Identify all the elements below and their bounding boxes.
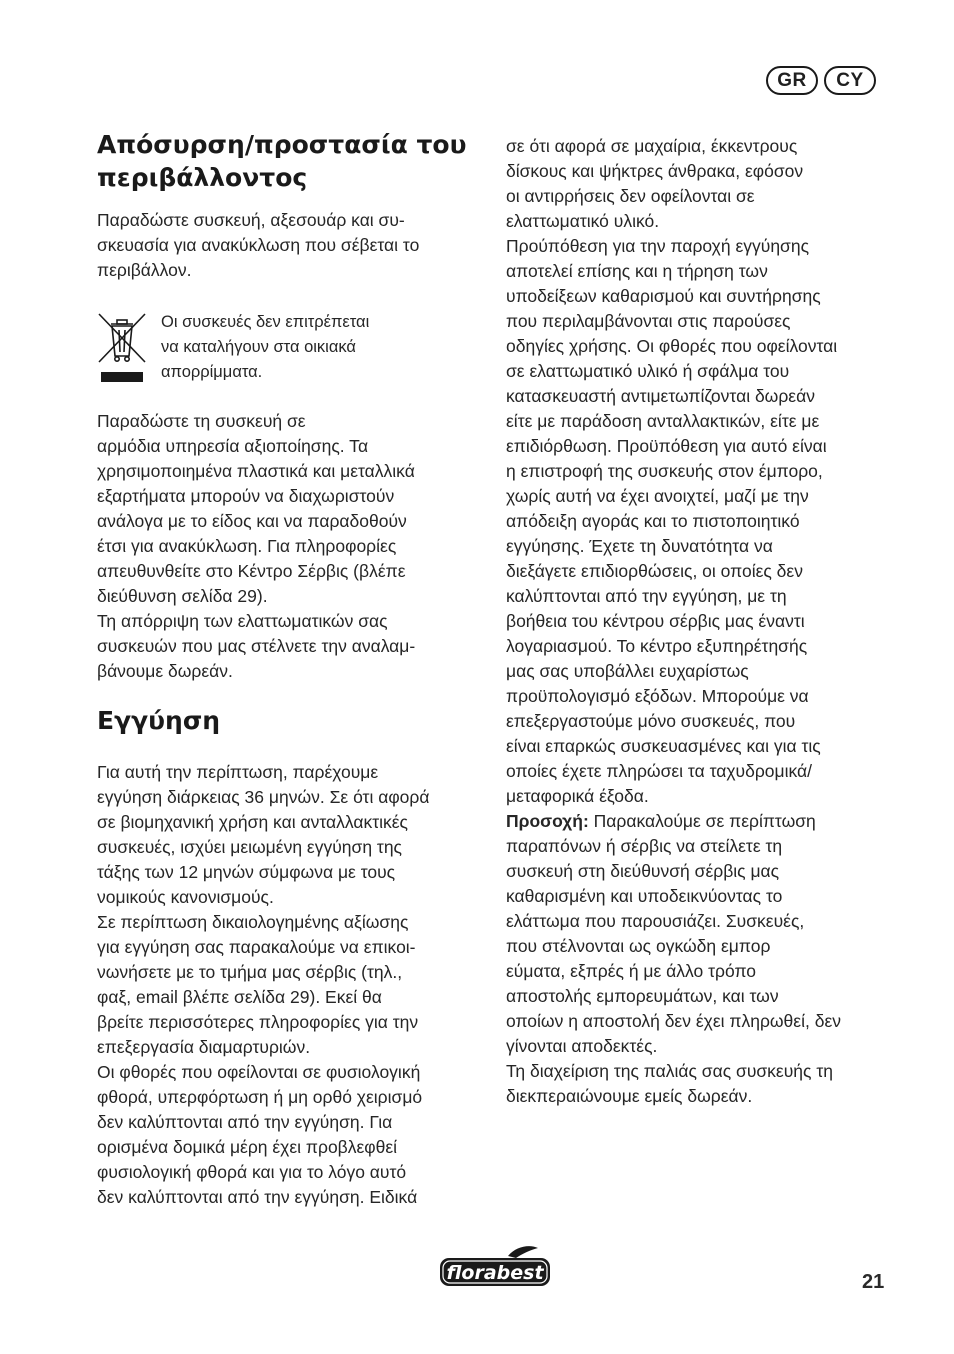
country-badge-gr: GR (766, 66, 818, 95)
attention-first-line: Παρακαλούμε σε περίπτωση (588, 811, 816, 831)
attention-line (506, 809, 896, 834)
logo-text: florabest (446, 1262, 544, 1284)
disposal-intro: Παραδώστε συσκευή, αξεσουάρ και συ- σκευασία για ανακύκλωση που σέβεται το περιβάλλον. (97, 210, 420, 280)
attention-body: παραπόνων ή σέρβις να στείλετε τη συσκευή στη διεύθυνσή σέρβις μας καθαρισμένη και υποδεικνύοντας το ελάττωμα που παρουσιάζει. Συσκευές, που στέλνονται ως ογκώδη εμπορ εύματα, εξπρές ή με άλλο τρόπο αποστολής εμπορευμάτων, και των οποίων η αποστολή δεν έχει πληρωθεί, δεν γίνονται αποδεκτές. Τη διαχείριση της παλιάς σας συσκευής τη διεκπεραιώνουμε εμείς δωρεάν. (506, 836, 841, 1106)
warranty-heading: Εγγύηση (97, 706, 221, 735)
crossed-out-bin-icon (97, 312, 147, 388)
page-number: 21 (862, 1271, 885, 1293)
attention-label: Προσοχή: (506, 811, 589, 831)
florabest-logo (438, 1244, 552, 1295)
country-badge-cy: CY (824, 66, 876, 95)
warranty-body: Για αυτή την περίπτωση, παρέχουμε εγγύηση διάρκειας 36 μηνών. Σε ότι αφορά σε βιομηχανική χρήση και ανταλλακτικές συσκευές, ισχύει μειωμένη εγγύηση της τάξης των 12 μηνών σύμφωνα με τους νομικούς κανονισμούς. Σε περίπτωση δικαιολογημένης αξίωσης για εγγύηση σας παρακαλούμε να επικοι- νωνήσετε με το τμήμα μας σέρβις (τηλ., φαξ, email βλέπε σελίδα 29). Εκεί θα βρείτε περισσότερες πληροφορίες για την επεξεργασία διαμαρτυριών. Οι φθορές που οφείλονται σε φυσιολογική φθορά, υπερφόρτωση ή μη ορθό χειρισμό δεν καλύπτονται από την εγγύηση. Για ορισμένα δομικά μέρη έχει προβλεφθεί φυσιολογική φθορά και για το λόγο αυτό δεν καλύπτονται από την εγγύηση. Ειδικά (97, 762, 430, 1207)
country-badges (766, 66, 876, 95)
disposal-body: Παραδώστε τη συσκευή σε αρμόδια υπηρεσία αξιοποίησης. Τα χρησιμοποιημένα πλαστικά και μεταλλικά εξαρτήματα μπορούν να διαχωριστούν ανάλογα με το είδος και να παραδοθούν έτσι για ανακύκλωση. Για πληροφορίες απευθυνθείτε στο Κέντρο Σέρβις (βλέπε διεύθυνση σελίδα 29). Τη απόρριψη των ελαττωματικών σας συσκευών που μας στέλνετε την αναλαμ- βάνουμε δωρεάν. (97, 411, 416, 681)
warranty-body-continued: σε ότι αφορά σε μαχαίρια, έκκεντρους δίσκους και ψήκτρες άνθρακα, εφόσον οι αντιρρήσεις δεν οφείλονται σε ελαττωματικό υλικό. Προύπόθεση για την παροχή εγγύησης αποτελεί επίσης και η τήρηση των υποδείξεων καθαρισμού και συντήρησης που περιλαμβάνονται στις παρούσες οδηγίες χρήσης. Οι φθορές που οφείλονται σε ελαττωματικό υλικό ή σφάλμα του κατασκευαστή αντιμετωπίζονται δωρεάν είτε με παράδοση ανταλλακτικών, είτε με επιδιόρθωση. Προϋπόθεση για αυτό είναι η επιστροφή της συσκευής στον έμπορο, χωρίς αυτή να έχει ανοιχτεί, μαζί με την απόδειξη αγοράς και το πιστοποιητικό εγγύησης. Έχετε τη δυνατότητα να διεξάγετε επιδιορθώσεις, οι οποίες δεν καλύπτονται από την εγγύηση, με τη βοήθεια του κέντρου σέρβις μας έναντι λογαριασμού. Το κέντρο εξυπηρέτησής μας σας υποβάλλει ευχαρίστως προϋπολογισμό εξόδων. Μπορούμε να επεξεργαστούμε μόνο συσκευές, που είναι επαρκώς συσκευασμένες και για τις οποίες έχετε πληρώσει τα ταχυδρομικά/ μεταφορικά έξοδα. (506, 136, 838, 806)
weee-note: Οι συσκευές δεν επιτρέπεται να καταλήγουν στα οικιακά απορρίμματα. (161, 313, 370, 381)
disposal-heading: Απόσυρση/προστασία του περιβάλλοντος (97, 130, 467, 192)
